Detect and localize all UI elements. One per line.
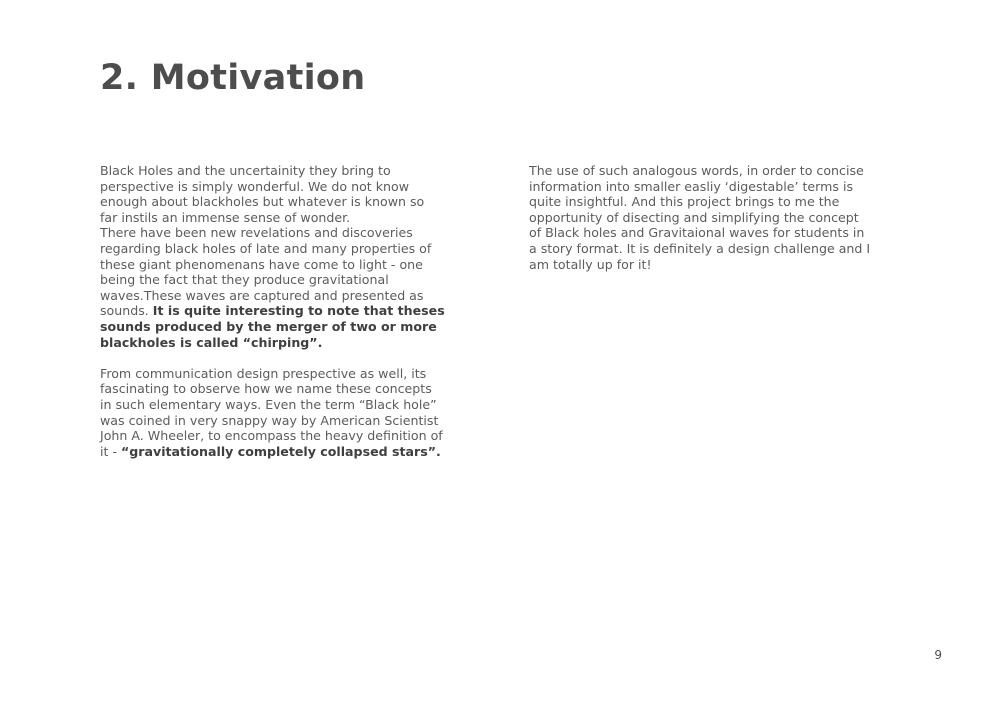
left-column [100,163,445,459]
page-number: 9 [934,648,942,662]
right-column [529,163,874,272]
paragraph-revelations-text: There have been new revelations and discoveries regarding black holes of late and many properties of these giant phenomenans have come to light - one being the fact that they produce gravitational waves.These waves are captured and presented as sounds. [100,225,432,319]
paragraph-analogous-words: The use of such analogous words, in order to concise information into smaller easliy ‘digestable’ terms is quite insightful. And this project brings to me the opportunity of disecting and simplifying the concept of Black holes and Gravitaional waves for students in a story format. It is definitely a design challenge and I am totally up for it! [529,163,871,272]
paragraph-intro: Black Holes and the uncertainity they bring to perspective is simply wonderful. We do not know enough about blackholes but whatever is known so far instils an immense sense of wonder. [100,163,425,225]
paragraph-communication-design-emphasis: “gravitationally completely collapsed stars”. [121,443,441,459]
page-title: 2. Motivation [100,58,366,98]
paragraph-revelations-emphasis: It is quite interesting to note that theses sounds produced by the merger of two or more blackholes is called “chirping”. [100,303,445,350]
paragraph-communication-design [100,366,445,460]
paragraph-revelations [100,225,445,350]
paragraph-communication-design-text: From communication design prespective as well, its fascinating to observe how we name these concepts in such elementary ways. Even the term “Black hole” was coined in very snappy way by American Scientist John A. Wheeler, to encompass the heavy definition of it - [100,365,443,459]
